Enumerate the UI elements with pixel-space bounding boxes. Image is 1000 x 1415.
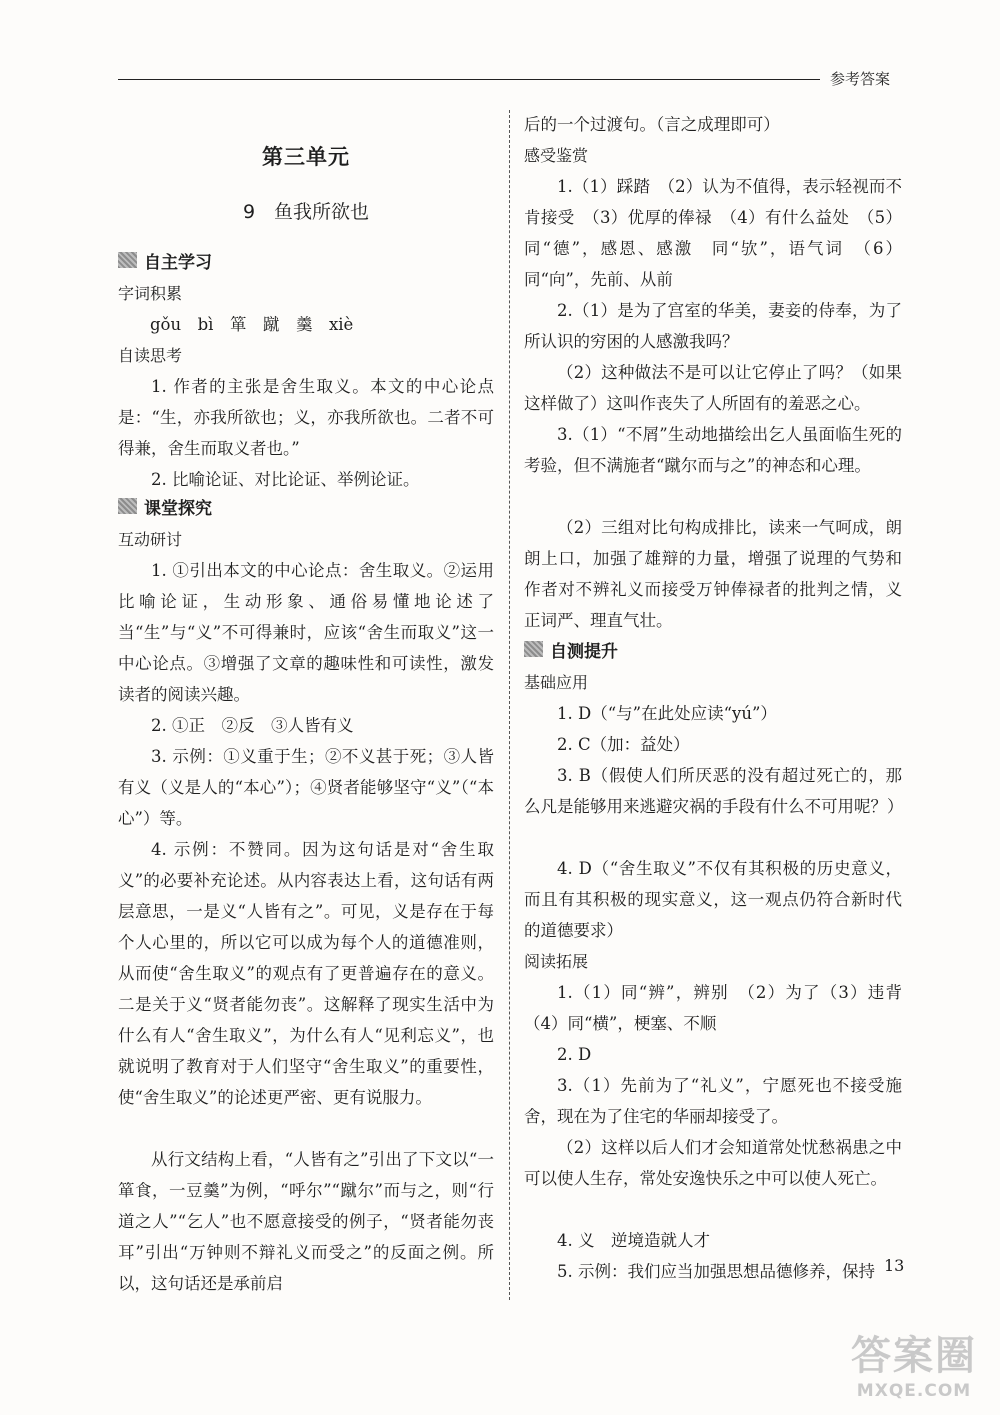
subheading-ciyu: 字词积累 (118, 284, 183, 303)
section-label: 自主学习 (144, 252, 212, 273)
subheading-yuedu: 阅读拓展 (524, 952, 589, 971)
hudong-answer-4-continued: 从行文结构上看，“人皆有之”引出了下文以“一箪食，一豆羹”为例，“呼尔”“蹴尔”而与之，则“行道之人”“乞人”也不愿意接受的例子，“贤者能勿丧耳”引出“万钟则不辩礼义而受之”的反面之例。所以，这句话还是承前启 (118, 1150, 494, 1293)
subheading-ganshou: 感受鉴赏 (524, 146, 589, 165)
subheading-jichu: 基础应用 (524, 673, 589, 692)
yuedu-answer-3b: （2）这样以后人们才会知道常处忧愁祸患之中可以使人生存，常处安逸快乐之中可以使人死亡。 (524, 1138, 902, 1188)
subheading-hudong: 互动研讨 (118, 530, 183, 549)
section-label: 自测提升 (550, 641, 618, 662)
zidu-answer-2: 2. 比喻论证、对比论证、举例论证。 (151, 470, 420, 489)
jichu-answer-3: 3. B（假使人们所厌恶的没有超过死亡的，那么凡是能够用来逃避灾祸的手段有什么不可用呢？） (524, 766, 904, 816)
section-square-icon (524, 641, 543, 657)
yuedu-answer-2: 2. D (557, 1045, 592, 1064)
hudong-answer-1: 1. ①引出本文的中心论点：舍生取义。②运用比喻论证，生动形象、通俗易懂地论述了当“生”与“义”不可得兼时，应该“舍生而取义”这一中心论点。③增强了文章的趣味性和可读性，激发读者的阅读兴趣。 (118, 561, 494, 704)
ganshou-answer-3a: 3.（1）“不屑”生动地描绘出乞人虽面临生死的考验，但不满施者“蹴尔而与之”的神态和心理。 (524, 425, 902, 475)
header-rule (118, 79, 820, 80)
ganshou-answer-1: 1.（1）踩踏 （2）认为不值得，表示轻视而不肯接受 （3）优厚的俸禄 （4）有什么益处 （5）同“德”，感恩、感激 同“欤”，语气词 （6）同“向”，先前、从前 (524, 177, 902, 289)
hudong-answer-4: 4. 示例：不赞同。因为这句话是对“舍生取义”的必要补充论述。从内容表达上看，这句话有两层意思，一是义“人皆有之”。可见，义是存在于每个人心里的，所以它可以成为每个人的道德准则，从而使“舍生取义”的观点有了更普遍存在的意义。二是关于义“贤者能勿丧”。这解释了现实生活中为什么有人“舍生取义”，为什么有人“见利忘义”，也就说明了教育对于人们坚守“舍生取义”的重要性，使“舍生取义”的论述更严密、更有说服力。 (118, 840, 494, 1107)
jichu-answer-4: 4. D（“舍生取义”不仅有其积极的历史意义，而且有其积极的现实意义，这一观点仍符合新时代的道德要求） (524, 859, 902, 940)
jichu-answer-1: 1. D（“与”在此处应读“yú”） (557, 704, 777, 723)
jichu-answer-2: 2. C（加：益处） (557, 735, 690, 754)
hudong-answer-3: 3. 示例：①义重于生；②不义甚于死；③人皆有义（义是人的“本心”）；④贤者能够坚守“义”（“本心”）等。 (118, 747, 494, 828)
page-number: 13 (884, 1256, 905, 1275)
zidu-answer-1: 1. 作者的主张是舍生取义。本文的中心论点是：“生，亦我所欲也；义，亦我所欲也。二者不可得兼，舍生而取义者也。” (118, 377, 494, 458)
unit-title: 第三单元 (262, 145, 350, 169)
header-label: 参考答案 (830, 70, 891, 88)
yuedu-answer-4: 4. 义 逆境造就人才 (557, 1231, 710, 1250)
yuedu-answer-3a: 3.（1）先前为了“礼义”，宁愿死也不接受施舍，现在为了住宅的华丽却接受了。 (524, 1076, 902, 1126)
watermark-logo (828, 1332, 1000, 1412)
yuedu-answer-1: 1.（1）同“辨”，辨别 （2）为了（3）违背 （4）同“横”，梗塞、不顺 (524, 983, 919, 1033)
watermark-url-text: MXQE.COM (856, 1381, 972, 1401)
section-square-icon (118, 252, 137, 268)
section-heading-zizhu (118, 248, 212, 272)
section-label: 课堂探究 (144, 498, 212, 519)
watermark-big-text: 答案圈 (851, 1333, 977, 1379)
section-heading-ketang (118, 494, 212, 518)
continued-text: 后的一个过渡句。（言之成理即可） (524, 115, 780, 134)
lesson-title: 9 鱼我所欲也 (242, 201, 370, 223)
yuedu-answer-5: 5. 示例：我们应当加强思想品德修养，保持 (557, 1262, 875, 1281)
section-square-icon (118, 498, 137, 514)
ganshou-answer-3b: （2）三组对比句构成排比，读来一气呵成，朗朗上口，加强了雄辩的力量，增强了说理的气势和作者对不辨礼义而接受万钟俸禄者的批判之情，义正词严、理直气壮。 (524, 518, 902, 630)
ciyu-line: gǒu bì 箪 蹴 羹 xiè (150, 315, 354, 334)
section-heading-zice (524, 637, 618, 661)
column-divider (509, 110, 510, 1300)
hudong-answer-2: 2. ①正 ②反 ③人皆有义 (151, 716, 354, 735)
ganshou-answer-2b: （2）这种做法不是可以让它停止了吗？（如果这样做了）这叫作丧失了人所固有的羞恶之心。 (524, 363, 902, 413)
ganshou-answer-2a: 2.（1）是为了宫室的华美，妻妾的侍奉，为了所认识的穷困的人感激我吗？ (524, 301, 902, 351)
subheading-zidu: 自读思考 (118, 346, 183, 365)
